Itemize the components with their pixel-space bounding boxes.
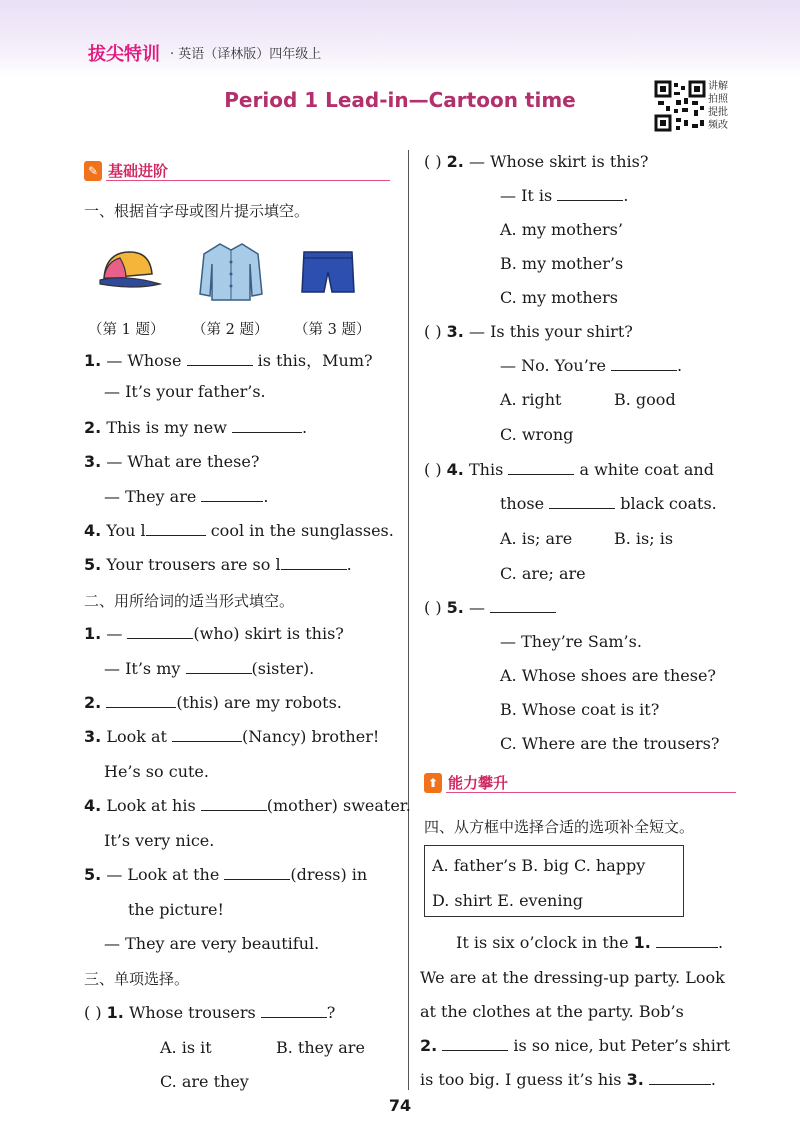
passage-line3: at the clothes at the party. Bob’s [420, 1002, 684, 1021]
blank[interactable] [187, 351, 253, 366]
p1-q3: 3. — What are these? [84, 452, 260, 471]
blank[interactable] [201, 796, 267, 811]
shorts-icon [300, 248, 356, 296]
option-box-row1: A. father’s B. big C. happy [432, 856, 646, 875]
p1-q1b: — It’s your father’s. [104, 382, 266, 401]
blank[interactable] [172, 727, 242, 742]
p2-q5: 5. — Look at the (dress) in [84, 865, 368, 884]
p3-q1-opt-c[interactable]: C. are they [160, 1072, 249, 1091]
part3-heading: 三、单项选择。 [84, 970, 190, 988]
brand-logo: 拔尖特训 [88, 44, 160, 65]
p3-q4-opt-c[interactable]: C. are; are [500, 564, 586, 583]
book-info: · 英语（译林版）四年级上 [170, 47, 322, 62]
pencil-icon: ✎ [84, 161, 102, 181]
blank[interactable] [649, 1070, 711, 1085]
p3-q2-opt-a[interactable]: A. my mothers’ [500, 220, 623, 239]
blank[interactable] [549, 494, 615, 509]
passage-line1: It is six o’clock in the 1. . [456, 933, 724, 952]
blank[interactable] [281, 555, 347, 570]
answer-paren[interactable]: ( ) [424, 460, 442, 479]
p3-q4: ( ) 4. This a white coat and [424, 460, 714, 479]
blank[interactable] [201, 487, 263, 502]
blank[interactable] [656, 933, 718, 948]
shirt-icon [196, 240, 266, 302]
p3-q5: ( ) 5. — [424, 598, 556, 617]
p2-q1: 1. — (who) skirt is this? [84, 624, 344, 643]
p1-q4: 4. You l cool in the sunglasses. [84, 521, 394, 540]
p3-q2b: — It is . [500, 186, 629, 205]
p2-q3: 3. Look at (Nancy) brother! [84, 727, 380, 746]
page-title: Period 1 Lead-in—Cartoon time [224, 88, 576, 112]
p3-q2: ( ) 2. — Whose skirt is this? [424, 152, 649, 171]
blank[interactable] [611, 356, 677, 371]
blank[interactable] [146, 521, 206, 536]
blank[interactable] [127, 624, 193, 639]
p2-q2: 2. (this) are my robots. [84, 693, 342, 712]
column-divider [408, 150, 409, 1090]
caption-2: （第 2 题） [192, 322, 269, 338]
p3-q5-opt-c[interactable]: C. Where are the trousers? [500, 734, 720, 753]
p3-q4-opt-b[interactable]: B. is; is [614, 529, 674, 548]
caption-1: （第 1 题） [88, 322, 165, 338]
blank[interactable] [557, 186, 623, 201]
caption-3: （第 3 题） [294, 322, 371, 338]
p3-q3b: — No. You’re . [500, 356, 683, 375]
option-box-row2: D. shirt E. evening [432, 891, 584, 910]
blank[interactable] [442, 1036, 508, 1051]
answer-paren[interactable]: ( ) [424, 152, 442, 171]
p3-q5-opt-a[interactable]: A. Whose shoes are these? [500, 666, 716, 685]
answer-paren[interactable]: ( ) [84, 1003, 102, 1022]
p1-q3b: — They are . [104, 487, 269, 506]
p3-q1-opt-b[interactable]: B. they are [276, 1038, 365, 1057]
p3-q1-opt-a[interactable]: A. is it [160, 1038, 212, 1057]
p3-q3-opt-b[interactable]: B. good [614, 390, 676, 409]
p2-q1b: — It’s my (sister). [104, 659, 315, 678]
p2-q5c: — They are very beautiful. [104, 934, 320, 953]
p3-q5b: — They’re Sam’s. [500, 632, 642, 651]
p3-q3: ( ) 3. — Is this your shirt? [424, 322, 633, 341]
qr-note: 讲解 拍照 提批 频改 [708, 81, 728, 131]
blank[interactable] [261, 1003, 327, 1018]
rocket-icon: ⬆ [424, 773, 442, 793]
answer-paren[interactable]: ( ) [424, 322, 442, 341]
page-number: 74 [388, 1096, 412, 1115]
blank[interactable] [490, 598, 556, 613]
cap-icon [96, 244, 162, 296]
passage-line2: We are at the dressing-up party. Look [420, 968, 725, 987]
p3-q2-opt-c[interactable]: C. my mothers [500, 288, 619, 307]
p3-q3-opt-c[interactable]: C. wrong [500, 425, 574, 444]
blank[interactable] [508, 460, 574, 475]
blank[interactable] [106, 693, 176, 708]
p3-q1: ( ) 1. Whose trousers ? [84, 1003, 336, 1022]
p3-q5-opt-b[interactable]: B. Whose coat is it? [500, 700, 660, 719]
header-band [0, 0, 800, 78]
p1-q2: 2. This is my new . [84, 418, 308, 437]
p2-q5b: the picture! [128, 900, 224, 919]
section-advanced: ⬆ 能力攀升 [424, 772, 508, 793]
p3-q4-opt-a[interactable]: A. is; are [500, 529, 573, 548]
blank[interactable] [232, 418, 302, 433]
part4-heading: 四、从方框中选择合适的选项补全短文。 [424, 818, 695, 836]
part2-heading: 二、用所给词的适当形式填空。 [84, 592, 295, 610]
p1-q1: 1. — Whose is this，Mum? [84, 351, 373, 370]
blank[interactable] [224, 865, 290, 880]
passage-line4: 2. is so nice, but Peter’s shirt [420, 1036, 730, 1055]
p3-q3-opt-a[interactable]: A. right [500, 390, 562, 409]
p1-q5: 5. Your trousers are so l . [84, 555, 352, 574]
p3-q2-opt-b[interactable]: B. my mother’s [500, 254, 624, 273]
passage-line5: is too big. I guess it’s his 3. . [420, 1070, 716, 1089]
p2-q4: 4. Look at his (mother) sweater. [84, 796, 411, 815]
answer-paren[interactable]: ( ) [424, 598, 442, 617]
blank[interactable] [186, 659, 252, 674]
p3-q4b: those black coats. [500, 494, 717, 513]
section-basic: ✎ 基础进阶 [84, 160, 168, 181]
p2-q4b: It’s very nice. [104, 831, 215, 850]
part1-heading: 一、根据首字母或图片提示填空。 [84, 202, 310, 220]
p2-q3b: He’s so cute. [104, 762, 209, 781]
qr-code-icon[interactable] [654, 80, 706, 132]
